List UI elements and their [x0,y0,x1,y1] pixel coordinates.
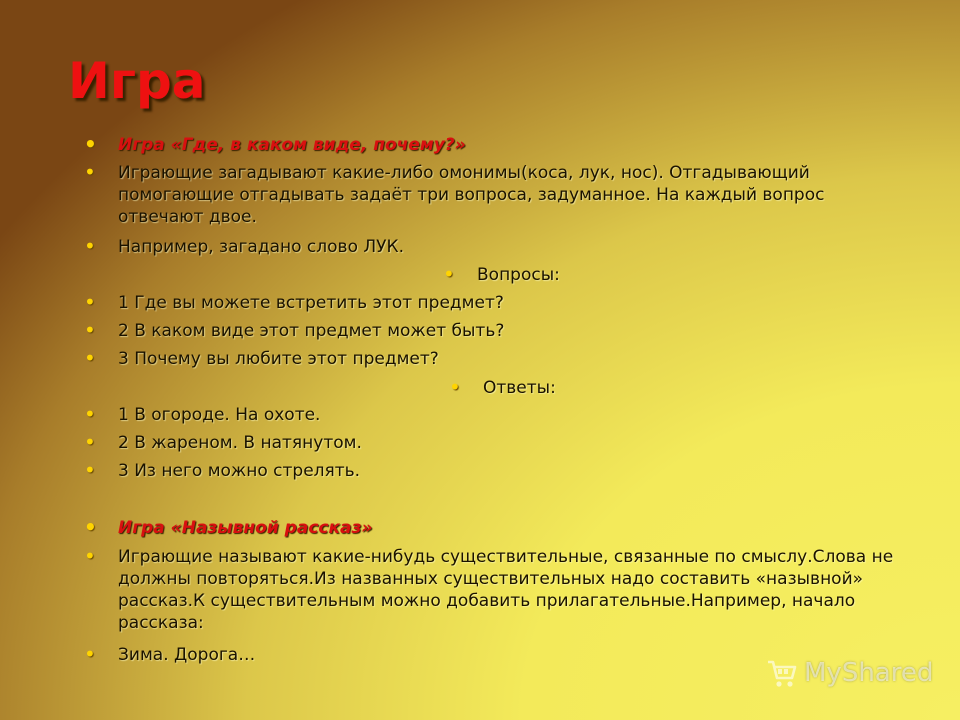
slide-title: Игра [68,52,206,110]
list-item [84,318,898,342]
list-item-text: Зима. Дорога… [118,645,256,665]
list-item-answers-label [449,375,883,399]
list-item-text: 2 В жареном. В натянутом. [118,433,362,453]
bullet-dot-icon: • [84,515,97,539]
list-item-text: 2 В каком виде этот предмет может быть? [118,321,505,341]
list-item-text: Играющие загадывают какие-либо омонимы(коса, лук, нос). Отгадывающий помогающие отгадывать задаёт три вопроса, задуманное. На каждый вопрос отвечают двое. [118,163,825,227]
list-item-heading-game-2 [84,515,898,539]
bullet-dot-icon: • [84,346,96,370]
bullet-dot-icon: • [84,318,96,342]
watermark-logo[interactable] [766,656,933,690]
bullet-dot-icon: • [84,132,97,156]
bullet-dot-icon: • [84,160,96,184]
list-item [84,290,898,314]
bullet-dot-icon: • [84,544,96,568]
list-item [84,544,898,634]
bullet-dot-icon: • [84,290,96,314]
list-item-text: Вопросы: [477,265,560,285]
bullet-dot-icon: • [84,642,96,666]
list-item-text: Например, загадано слово ЛУК. [118,237,404,257]
list-item [84,430,898,454]
list-item-text: Ответы: [483,378,556,398]
list-item-heading-game-1 [84,132,898,156]
list-item-text: 1 В огороде. На охоте. [118,405,321,425]
list-item-text: Игра «Назывной рассказ» [118,518,373,538]
list-item-text: 1 Где вы можете встретить этот предмет? [118,293,504,313]
bullet-dot-icon: • [84,234,96,258]
bullet-dot-icon: • [84,402,96,426]
list-item-text: Играющие называют какие-нибудь существительные, связанные по смыслу.Слова не должны повторяться.Из названных существительных надо составить «назывной» рассказ.К существительным можно добавить прилагательные.Например, начало рассказа: [118,547,894,633]
watermark-brand: MyShared [804,658,934,688]
bullet-dot-icon: • [84,458,96,482]
cart-logo-icon [766,656,798,690]
list-item-text: 3 Из него можно стрелять. [118,461,361,481]
list-item-questions-label [443,262,877,286]
list-item-text: Игра «Где, в каком виде, почему?» [118,135,466,155]
list-item [84,458,898,482]
list-item [84,402,898,426]
bullet-dot-icon: • [449,375,461,399]
list-item-text: 3 Почему вы любите этот предмет? [118,349,439,369]
list-item [84,234,898,258]
list-item [84,160,898,228]
list-item [84,346,898,370]
bullet-dot-icon: • [84,430,96,454]
bullet-dot-icon: • [443,262,455,286]
